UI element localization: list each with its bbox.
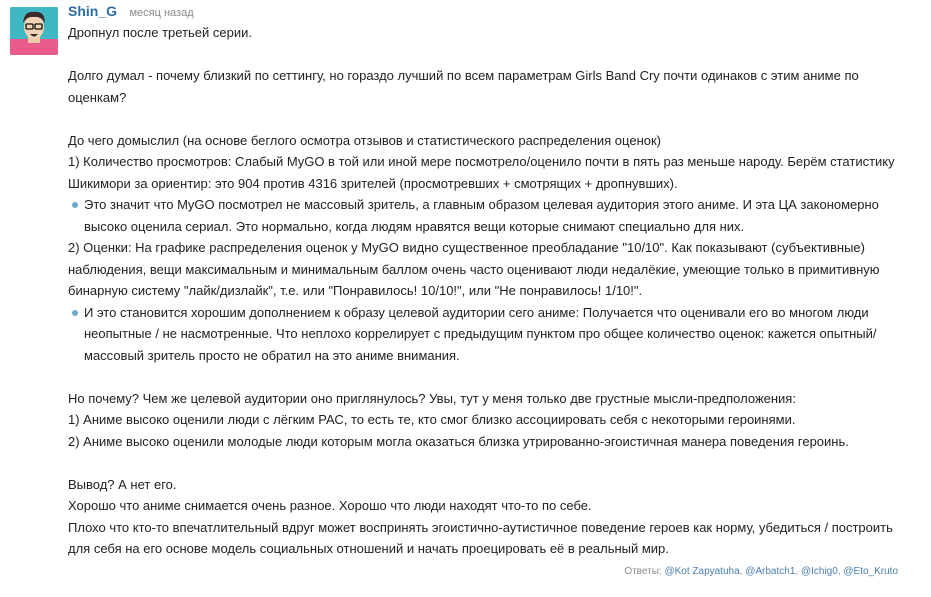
comment-text-line: Вывод? А нет его.: [68, 476, 177, 492]
comment-text-line: 2) Оценки: На графике распределения оценок у MyGO видно существенное преобладание "10/10". Как показывают (субъективные) наблюдения, вещи максимальным и минимальным баллом очень часто оценивают люди недалёкие, умеющие только в примитивную бинарную систему "лайк/дизлайк", т.е. или "Понравилось! 10/10!", или "Не понравилось! 1/10!".: [68, 240, 880, 298]
replies-label: Ответы:: [624, 566, 662, 577]
author-name[interactable]: Shin_G: [68, 3, 118, 19]
avatar-image: [10, 7, 58, 55]
reply-link[interactable]: @Eto_Kruto: [843, 566, 898, 577]
comment-text-line: 2) Аниме высоко оценили молодые люди которым могла оказаться близка утрированно-эгоистичная манера поведения героинь.: [68, 433, 849, 449]
comment-time: месяц назад: [129, 7, 194, 19]
reply-link[interactable]: @Ichig0: [800, 566, 838, 577]
comment-body: [68, 22, 898, 560]
comment-text-line: Но почему? Чем же целевой аудитории оно приглянулось? Увы, тут у меня только две грустные мысли-предположения:: [68, 390, 796, 406]
comment-text-line: До чего домыслил (на основе беглого осмотра отзывов и статистического распределения оценок): [68, 132, 661, 148]
reply-link[interactable]: @Arbatch1: [745, 566, 796, 577]
avatar[interactable]: [10, 7, 58, 55]
replies: Ответы: @Kot Zapyatuha, @Arbatch1, @Ichig0, @Eto_Kruto: [624, 566, 898, 577]
bullet-item: И это становится хорошим дополнением к образу целевой аудитории сего аниме: Получается что оценивали его во многом люди неопытные / не насмотренные. Что неплохо коррелирует с предыдущим пунктом про общее количество оценок: кажется опытный/массовый зритель просто не обратил на это аниме внимания.: [68, 302, 898, 367]
comment-text-line: Плохо что кто-то впечатлительный вдруг может воспринять эгоистично-аутистичное поведение героев как норму, убедиться / построить для себя на его основе модель социальных отношений и начать проецировать её в реальный мир.: [68, 519, 893, 556]
bullet-item: Это значит что MyGO посмотрел не массовый зритель, а главным образом целевая аудитория этого аниме. И эта ЦА закономерно высоко оценила сериал. Это нормально, когда людям нравятся вещи которые снимают специально для них.: [68, 194, 898, 237]
comment-text-line: Дропнул после третьей серии.: [68, 25, 252, 40]
comment-text-line: 1) Количество просмотров: Слабый MyGO в той или иной мере посмотрело/оценило почти в пять раз меньше народу. Берём статистику Шикимори за ориентир: это 904 против 4316 зрителей (просмотревших + смотрящих + дропнувших).: [68, 154, 895, 191]
comment-text-line: Хорошо что аниме снимается очень разное. Хорошо что люди находят что-то по себе.: [68, 498, 592, 513]
comment-header: [68, 3, 194, 21]
comment-text-line: Долго думал - почему близкий по сеттингу, но гораздо лучший по всем параметрам Girls Band Cry почти одинаков с этим аниме по оценкам?: [68, 68, 859, 105]
reply-link[interactable]: @Kot Zapyatuha: [664, 566, 740, 577]
comment-text-line: 1) Аниме высоко оценили люди с лёгким РАС, то есть те, кто смог близко ассоциировать себя с некоторыми героинями.: [68, 412, 796, 427]
